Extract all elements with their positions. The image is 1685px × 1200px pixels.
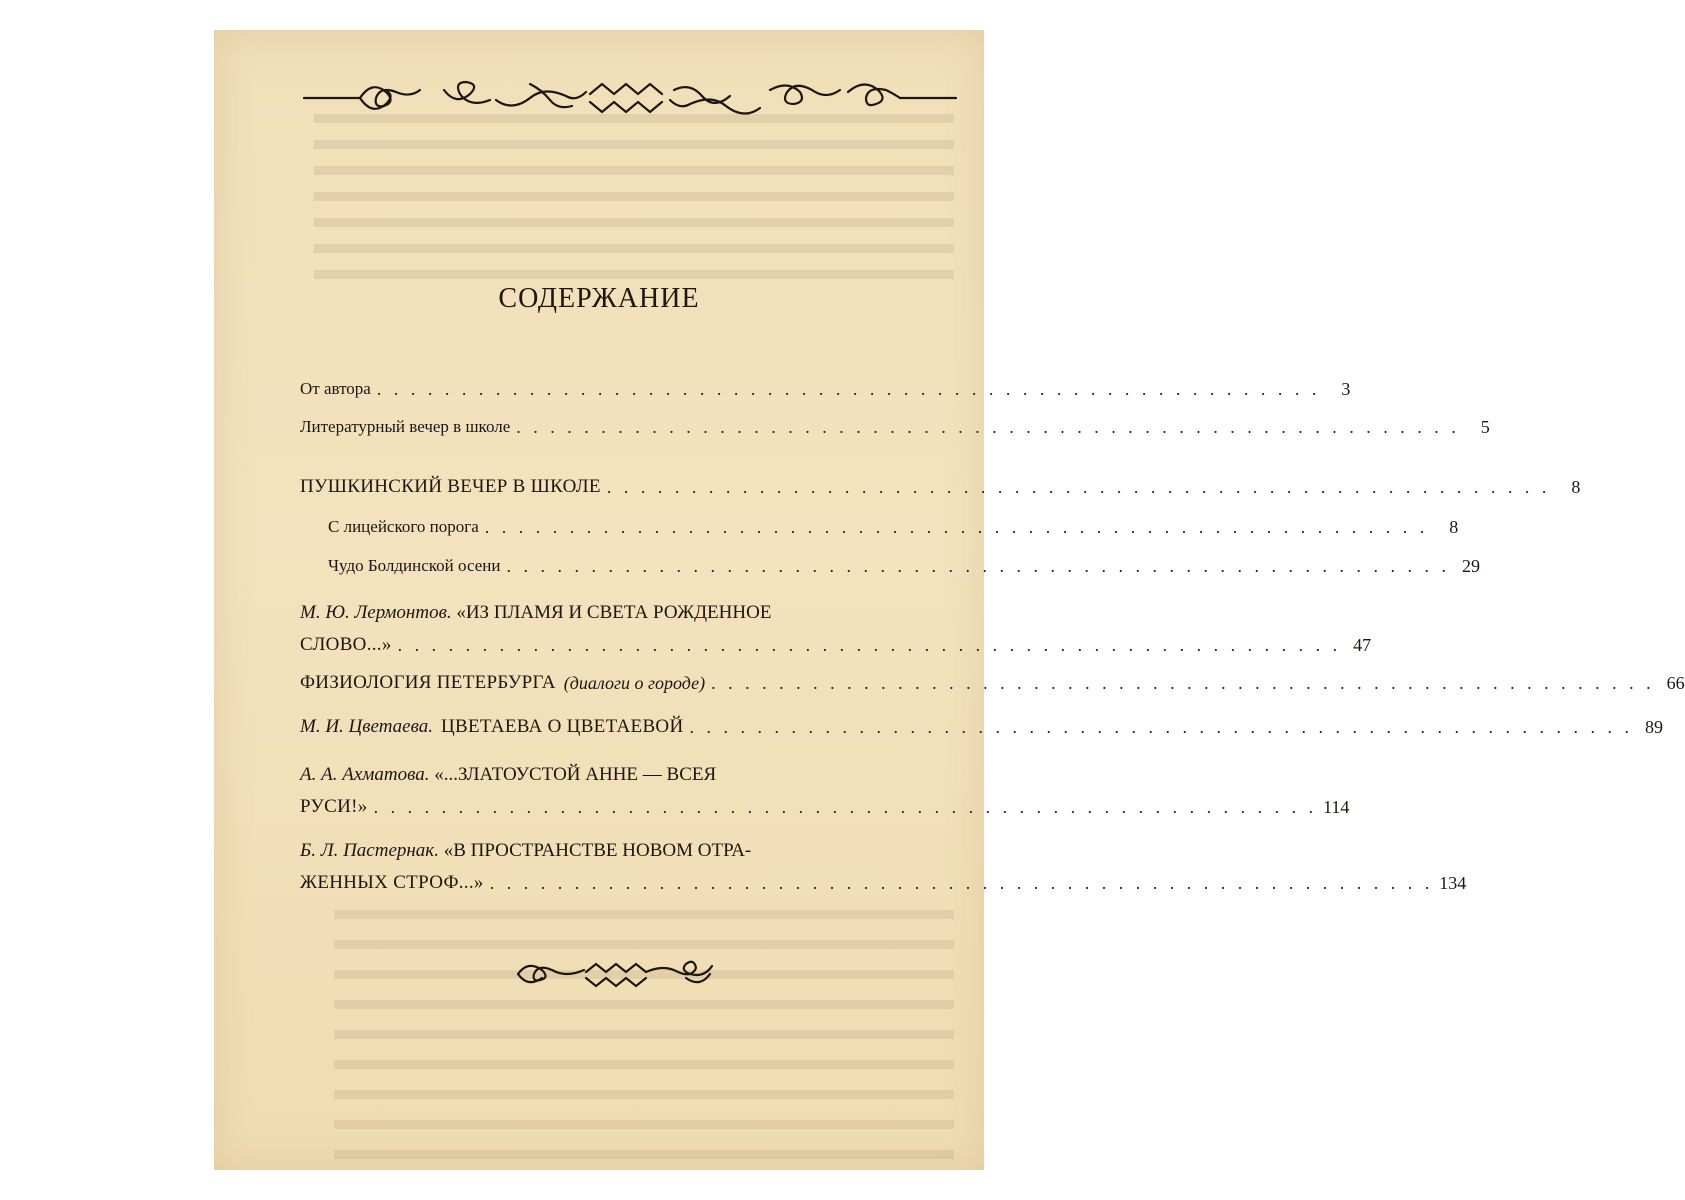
entry-title: «ИЗ ПЛАМЯ И СВЕТА РОЖДЕННОЕ (456, 602, 772, 623)
dot-leader: . . . . . . . . . . . . . . . . . . . . . . . . . . . . . . . . . . . . . . . . . . . . . . . . . . . . . . . . (711, 673, 1655, 693)
entry-first-line (300, 762, 956, 788)
page-number: 114 (1323, 797, 1350, 817)
dot-leader: . . . . . . . . . . . . . . . . . . . . . . . . . . . . . . . . . . . . . . . . . . . . . . . . . . . . . . . . (506, 556, 1450, 576)
toc-entry (328, 514, 1459, 540)
entry-title: Литературный вечер в школе (300, 417, 511, 436)
page-number: 8 (1571, 477, 1581, 497)
page-number: 29 (1461, 556, 1480, 576)
dot-leader: . . . . . . . . . . . . . . . . . . . . . . . . . . . . . . . . . . . . . . . . . . . . . . . . . . . . . . . . (376, 379, 1321, 399)
entry-second-line (300, 632, 1372, 658)
entry-second-line (300, 870, 1467, 896)
entry-author: А. А. Ахматова. (300, 764, 430, 785)
dot-leader: . . . . . . . . . . . . . . . . . . . . . . . . . . . . . . . . . . . . . . . . . . . . . . . . . . . . . . . . (489, 873, 1434, 893)
top-ornament (300, 74, 960, 120)
page-number: 8 (1449, 517, 1459, 537)
dot-leader: . . . . . . . . . . . . . . . . . . . . . . . . . . . . . . . . . . . . . . . . . . . . . . . . . . . . . . . . (397, 635, 1342, 655)
page-number: 5 (1480, 417, 1490, 437)
page-title: СОДЕРЖАНИЕ (498, 283, 700, 314)
entry-title: ПУШКИНСКИЙ ВЕЧЕР В ШКОЛЕ (300, 476, 601, 497)
entry-first-line (300, 838, 956, 864)
entry-title-continued: РУСИ!» (300, 796, 368, 817)
toc-entry (300, 714, 1663, 740)
dot-leader: . . . . . . . . . . . . . . . . . . . . . . . . . . . . . . . . . . . . . . . . . . . . . . . . . . . . . . . . (373, 797, 1318, 817)
entry-title: ФИЗИОЛОГИЯ ПЕТЕРБУРГА (300, 672, 556, 693)
entry-title: «...ЗЛАТОУСТОЙ АННЕ — ВСЕЯ (434, 764, 717, 785)
page-number: 89 (1644, 717, 1663, 737)
toc-entry (328, 553, 1480, 579)
entry-title: От автора (300, 379, 371, 398)
entry-note: (диалоги о городе) (563, 673, 706, 693)
toc-entry (300, 838, 1467, 896)
bottom-ornament (514, 952, 714, 992)
book-page (214, 30, 1685, 1170)
toc-entry (300, 414, 1490, 440)
toc-entry (300, 762, 1350, 820)
entry-title-continued: ЖЕННЫХ СТРОФ...» (300, 872, 484, 893)
entry-author: Б. Л. Пастернак. (300, 840, 439, 861)
page-number: 47 (1353, 635, 1372, 655)
entry-title: С лицейского порога (328, 517, 479, 536)
page-number: 134 (1439, 873, 1467, 893)
entry-title-continued: СЛОВО...» (300, 634, 392, 655)
dot-leader: . . . . . . . . . . . . . . . . . . . . . . . . . . . . . . . . . . . . . . . . . . . . . . . . . . . . . . . . (606, 477, 1551, 497)
page-number: 66 (1666, 673, 1685, 693)
entry-title: «В ПРОСТРАНСТВЕ НОВОМ ОТРА- (443, 840, 752, 861)
dot-leader: . . . . . . . . . . . . . . . . . . . . . . . . . . . . . . . . . . . . . . . . . . . . . . . . . . . . . . . . (484, 517, 1429, 537)
entry-author: М. Ю. Лермонтов. (300, 602, 452, 623)
entry-second-line (300, 794, 1350, 820)
entry-first-line (300, 600, 956, 626)
page-number: 3 (1341, 379, 1351, 399)
toc-entry (300, 600, 1372, 658)
entry-author: М. И. Цветаева. (300, 716, 433, 737)
toc-entry (300, 670, 1685, 696)
dot-leader: . . . . . . . . . . . . . . . . . . . . . . . . . . . . . . . . . . . . . . . . . . . . . . . . . . . . . . . . (516, 417, 1460, 437)
toc-entry (300, 376, 1351, 402)
entry-title: ЦВЕТАЕВА О ЦВЕТАЕВОЙ (440, 716, 684, 737)
entry-title: Чудо Болдинской осени (328, 556, 501, 575)
dot-leader: . . . . . . . . . . . . . . . . . . . . . . . . . . . . . . . . . . . . . . . . . . . . . . . . . . . . . . . . (689, 717, 1633, 737)
toc-entry (300, 474, 1581, 500)
